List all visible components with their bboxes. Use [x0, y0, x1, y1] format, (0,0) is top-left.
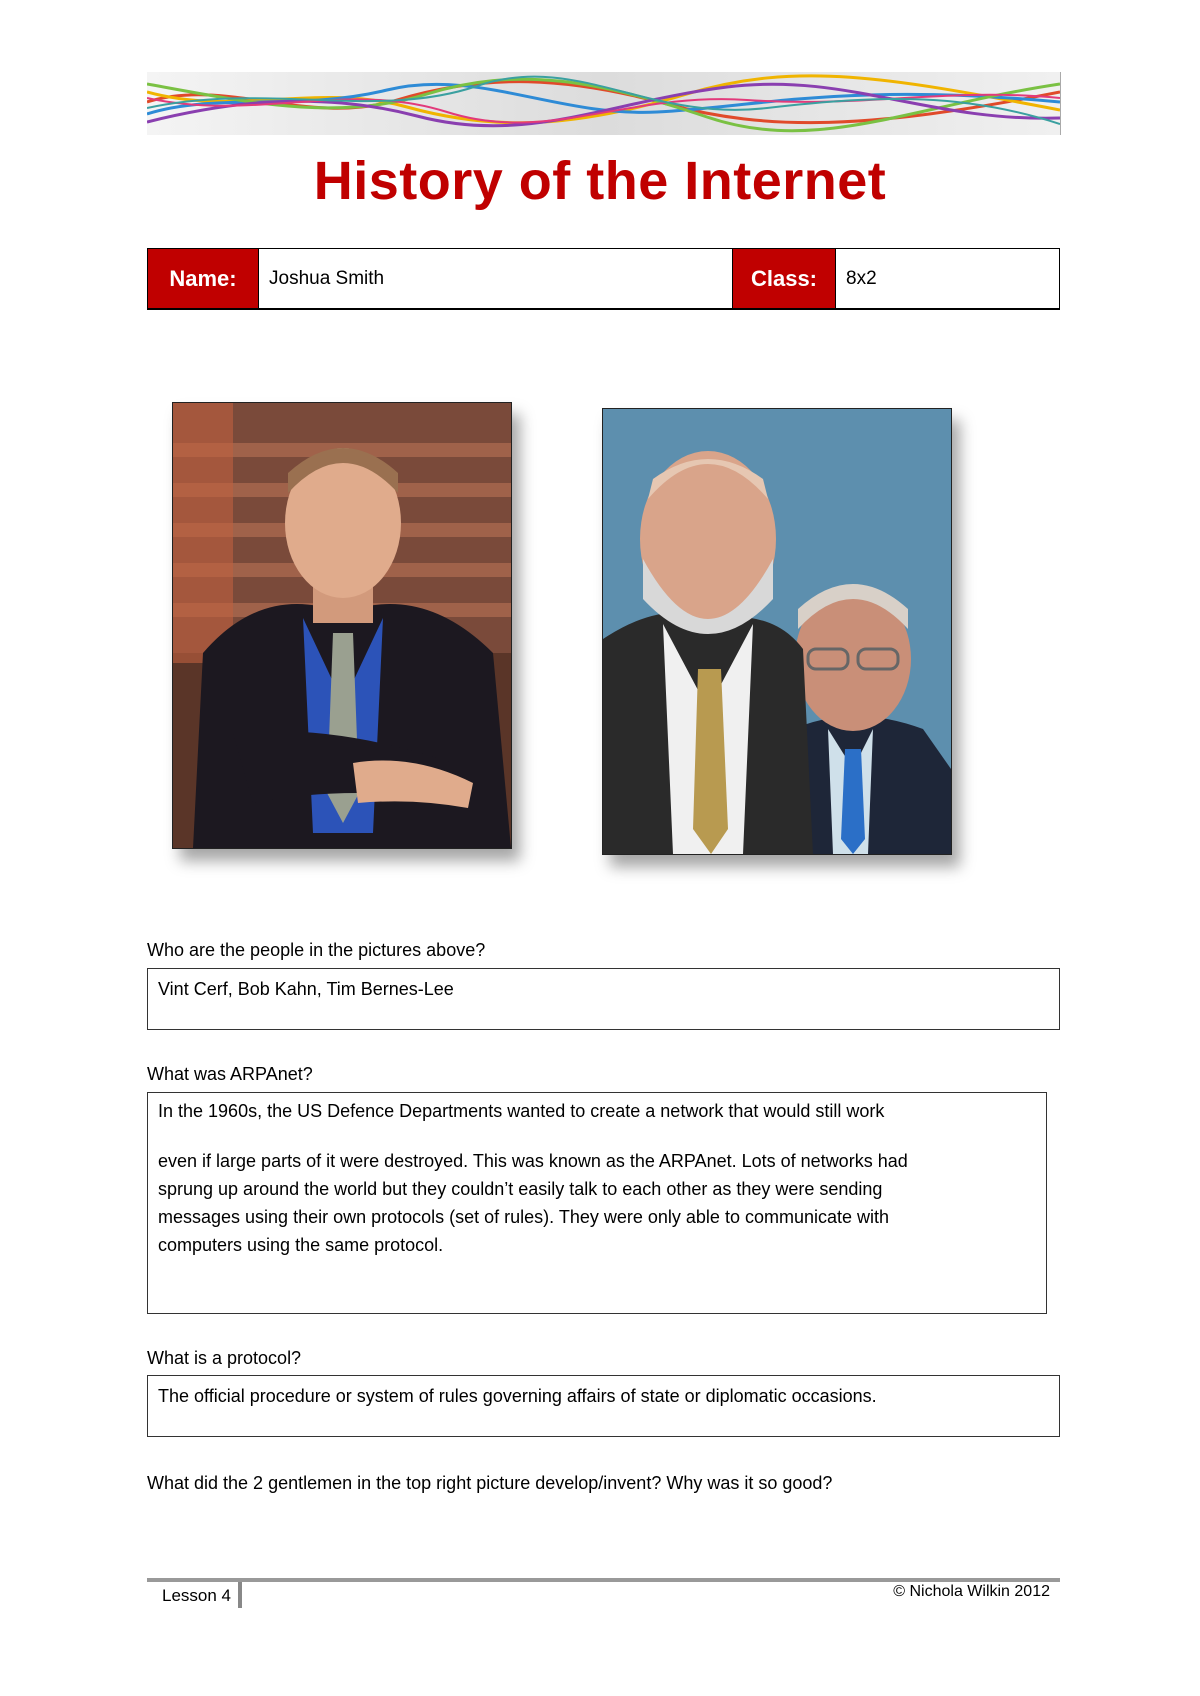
question-2: What was ARPAnet?: [147, 1064, 313, 1084]
answer-2-line-3: sprung up around the world but they couldn’t easily talk to each other as they were sending: [158, 1179, 883, 1199]
answer-box-3[interactable]: [147, 1375, 1060, 1437]
question-4: What did the 2 gentlemen in the top right picture develop/invent? Why was it so good?: [147, 1473, 833, 1493]
page-title: History of the Internet: [313, 151, 887, 211]
wave-banner-image: [147, 72, 1060, 135]
name-label: Name:: [148, 249, 258, 308]
answer-box-1[interactable]: [147, 968, 1060, 1030]
answer-2-line-4: messages using their own protocols (set of rules). They were only able to communicate with: [158, 1207, 890, 1227]
question-1: Who are the people in the pictures above?: [147, 940, 486, 960]
question-3: What is a protocol?: [147, 1348, 302, 1368]
photo-tim-berners-lee: [172, 402, 512, 849]
answer-1-line-1: Vint Cerf, Bob Kahn, Tim Bernes-Lee: [158, 979, 454, 999]
answer-3-line-1: The official procedure or system of rules governing affairs of state or diplomatic occasions.: [158, 1386, 877, 1406]
photo-vint-cerf-bob-kahn: [602, 408, 952, 855]
header-banner: [147, 72, 1061, 135]
answer-2-line-1: In the 1960s, the US Defence Departments wanted to create a network that would still work: [158, 1101, 885, 1121]
class-field[interactable]: 8x2: [835, 249, 1059, 308]
student-info-table: [147, 248, 1060, 310]
class-label: Class:: [732, 249, 835, 308]
footer-lesson: Lesson 4: [162, 1586, 231, 1605]
answer-box-2[interactable]: [147, 1092, 1047, 1314]
footer-tick-mark: [238, 1582, 242, 1608]
footer-copyright: © Nichola Wilkin 2012: [893, 1583, 1050, 1600]
footer-divider: [147, 1578, 1060, 1582]
answer-2-line-5: computers using the same protocol.: [158, 1235, 444, 1255]
name-field[interactable]: Joshua Smith: [258, 249, 732, 308]
answer-2-line-2: even if large parts of it were destroyed. This was known as the ARPAnet. Lots of networks had: [158, 1151, 908, 1171]
